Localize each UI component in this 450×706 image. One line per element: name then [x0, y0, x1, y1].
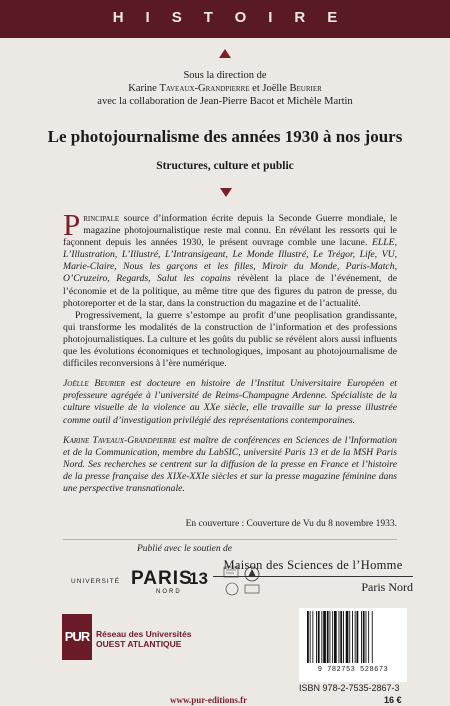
barcode-bar [332, 611, 333, 663]
barcode-bar [368, 611, 369, 663]
barcode-bar [339, 611, 340, 663]
authors-line [0, 82, 450, 95]
barcode-bar [357, 611, 359, 663]
barcode-bar [323, 611, 326, 663]
barcode-bar [334, 611, 337, 663]
barcode-bar [366, 611, 367, 663]
barcode-bar [361, 611, 362, 663]
barcode-bar [316, 611, 317, 663]
blurb-p1-tail: révèlent la place de l’événement, de l’économie et de la politique, au même titre que des figures du patron de presse, du photoreporter et de la star, dans la construction du magazine et de l’actualité. [63, 273, 397, 309]
barcode-bar [372, 611, 373, 663]
barcode [299, 608, 407, 682]
univ-sub: NORD [156, 589, 182, 595]
direction-line: Sous la direction de [183, 70, 267, 81]
barcode-bar [363, 611, 365, 663]
publisher-line2: OUEST ATLANTIQUE [96, 639, 182, 649]
authors-conj: et [252, 83, 260, 94]
isbn: ISBN 978-2-7535-2867-3 [299, 683, 400, 693]
barcode-bar [318, 611, 320, 663]
bio1-name: Joëlle Beurier [63, 378, 125, 390]
blurb-p1-text: source d’information écrite depuis la Seconde Guerre mondiale, le magazine photojournalistique reste mal connu. En révélant les ressorts qui le façonnent depuis les années 1930, le présent ouvrage comble une lacune. [63, 213, 397, 249]
divider [63, 539, 397, 540]
blurb-paragraph-2: Progressivement, la guerre s’estompe au profit d’une peoplisation grandissante, qui transforme les modalités de la construction de l’information et des professions photojournalistiques. La culture et les goûts du public se révèlent alors aussi influents que les évolutions économiques et technologiques, imposant au photojournalisme de difficiles reconversions à l’ère numérique. [63, 309, 397, 370]
barcode-bar [321, 611, 322, 663]
publisher-url[interactable]: www.pur-editions.fr [170, 695, 248, 705]
price: 16 € [384, 695, 402, 705]
barcode-bar [340, 611, 342, 663]
triangle-up-icon [219, 49, 231, 58]
barcode-bar [349, 611, 350, 663]
barcode-bar [310, 611, 311, 663]
barcode-bars-icon [305, 611, 401, 665]
paris13-logo [71, 564, 211, 602]
publisher-line1: Réseau des Universités [96, 629, 192, 639]
barcode-bar [327, 611, 329, 663]
univ-label: UNIVERSITÉ [71, 578, 121, 585]
cover-credit: En couverture : Couverture de Vu du 8 novembre 1933. [185, 519, 397, 529]
barcode-bar [330, 611, 331, 663]
series-label: HISTOIRE [112, 9, 360, 26]
back-cover-text [63, 207, 397, 495]
book-subtitle: Structures, culture et public [156, 160, 294, 172]
barcode-bar [307, 611, 309, 663]
barcode-digits: 9 782753 528673 [317, 666, 389, 674]
barcode-bar [352, 611, 353, 663]
triangle-down-icon [220, 188, 232, 197]
drop-cap: P [63, 207, 81, 242]
pur-logo: PUR [62, 614, 92, 660]
blurb-lead-word: rincipale [83, 213, 120, 224]
msh-name: Maison des Sciences de l’Homme [213, 558, 413, 577]
direction-block [0, 69, 450, 108]
univ-name: PARIS [131, 568, 193, 589]
univ-number: 13 [189, 569, 208, 588]
author2-last: Beurier [289, 83, 322, 94]
bio-taveaux [63, 435, 397, 495]
blurb-paragraph-1 [63, 207, 397, 310]
msh-logo [213, 558, 413, 595]
book-title: Le photojournalisme des années 1930 à nos jours [47, 127, 403, 146]
support-label: Publié avec le soutien de [137, 544, 232, 554]
bio-beurier [63, 378, 397, 426]
bio2-text: est maître de conférences en Sciences de l’Information et de la Communication, membre du LabSIC, université Paris 13 et de la MSH Paris Nord. Ses recherches se centrent sur la diffusion de la presse en France et l’histoire de la presse française des XIXe-XXIe siècles et sur la presse magazine féminine dans une perspective transnationale. [63, 434, 397, 494]
barcode-bar [343, 611, 344, 663]
magazine-titles: ELLE, L’Illustration, L’Illustré, L’Intransigeant, Le Monde Illustré, Le Trégor, Life, VU, Marie-Claire, Nous les garçons et les filles, Miroir du Monde, Paris-Match, O’Cruzeiro, Regards, Salut les copains [63, 237, 397, 285]
bio1-text: est docteure en histoire de l’Institut Universitaire Européen et professeure agrégée à l’université de Reims-Champagne Ardenne. Spécialiste de la culture visuelle de la violence au XXe siècle, elle travaille sur la presse illustrée comme outil d’investigation privilégié des représentations contemporaines. [63, 378, 397, 426]
author2-first: Joëlle [262, 83, 287, 94]
author1-first: Karine [128, 83, 157, 94]
publisher-network [96, 629, 206, 649]
barcode-bar [312, 611, 313, 663]
collaboration-line: avec la collaboration de Jean-Pierre Bacot et Michèle Martin [97, 96, 353, 107]
barcode-bar [355, 611, 356, 663]
bio2-name: Karine Taveaux-Grandpierre [63, 434, 177, 446]
msh-sub: Paris Nord [361, 580, 413, 594]
author1-last: Taveaux-Grandpierre [159, 83, 250, 94]
barcode-bar [346, 611, 349, 663]
